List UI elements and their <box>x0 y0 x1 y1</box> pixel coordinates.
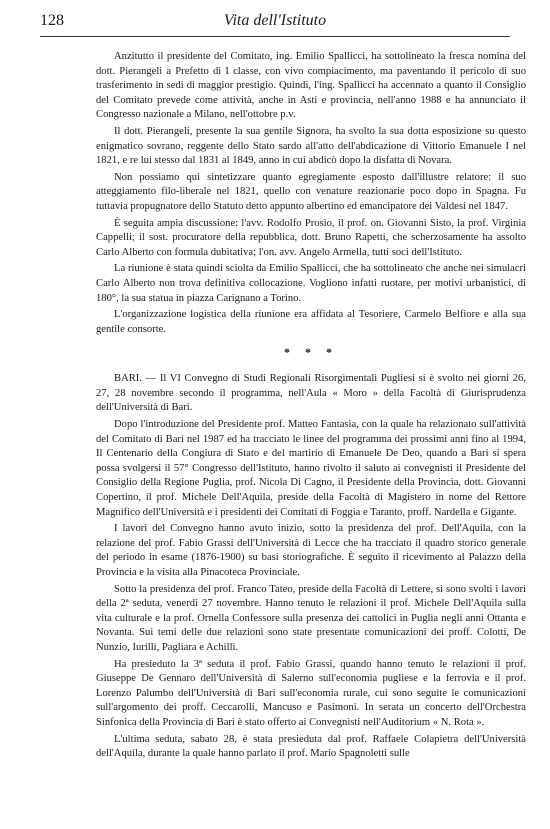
section-separator: * * * <box>284 345 338 360</box>
paragraph: Il dott. Pierangeli, presente la sua gentile Signora, ha svolto la sua dotta esposizione su questo enigmatico sovrano, reggente dello Stato sardo all'atto dell'abdicazione di Vittorio Emanuele I nel 1821, e re lui stesso dal 1831 al 1849, anno in cui abdicò dopo la disfatta di Novara. <box>96 125 526 167</box>
paragraph: I lavori del Convegno hanno avuto inizio, sotto la presidenza del prof. Dell'Aquila, con la relazione del prof. Fabio Grassi dell'Università di Lecce che ha tracciato il quadro storico generale del periodo in esame (1876-1900) su basi storiografiche. È seguito il ricevimento al Palazzo della Provincia e la visita alla Pinacoteca Provinciale. <box>96 523 526 578</box>
paragraph: Sotto la presidenza del prof. Franco Tateo, preside della Facoltà di Lettere, si sono svolti i lavori della 2ª seduta, venerdì 27 novembre. Hanno tenuto le relazioni il prof. Michele Dell'Aquila sulla vita culturale e la prof. Ornella Confessore sulla presenza dei cattolici in Puglia negli anni Ottanta e Novanta. Sui temi delle due relazioni sono state presentate comunicazioni dei proff. Colotti, De Nunzio, Iurilli, Pagliara e Achilli. <box>96 583 526 653</box>
paragraph: Anzitutto il presidente del Comitato, ing. Emilio Spallicci, ha sottolineato la fresca nomina del dott. Pierangeli a Prefetto di I classe, con vivo compiacimento, ma paventando il pericolo di suo trasferimento in sedi di maggior prestigio. Quindi, l'ing. Spallicci ha accennato a quanto il Consiglio del Comitato prevede come attività, anche in Asti e provincia, nell'anno 1988 e ha annunciato il Congresso nazionale a Milano, nell'ottobre p.v. <box>96 51 526 121</box>
header-rule <box>40 36 510 37</box>
page-number: 128 <box>40 12 64 29</box>
paragraph: Dopo l'introduzione del Presidente prof. Matteo Fantasia, con la quale ha relazionato sull'attività del Comitato di Bari nel 1987 ed ha tracciato le linee del programma dei prossimi anni fino al 1994, Il Centenario della Congiura di Stato e del martirio di Emanuele De Deo, quando a Bari si spera possa svolgersi il 57° Congresso dell'Istituto, hanno rivolto il saluto ai convegnisti il Presidente del Consiglio della Regione Puglia, prof. Nicola Di Cagno, il Presidente della Provincia, dott. Giovanni Copertino, il prof. Michele Dell'Aquila, preside della Facoltà di Magistero in nome del Rettore Magnifico dell'Università e i presidenti dei Comitati di Foggia e Taranto, proff. Nardella e Gigante. <box>96 419 526 518</box>
paragraph: È seguita ampia discussione: l'avv. Rodolfo Prosio, il prof. on. Giovanni Sisto, la prof. Virginia Cappelli; il sost. procuratore della repubblica, dott. Bruno Rapetti, che scherzosamente ha assolto Carlo Alberto con formula dubitativa; l'on. avv. Angelo Armella, tutti soci dell'Istituto. <box>96 217 526 258</box>
body-text <box>96 50 526 764</box>
paragraph: Non possiamo qui sintetizzare quanto egregiamente esposto dall'illustre relatore: il suo atteggiamento filo-liberale nel 1821, quello con venature reazionarie poco dopo in Spagna. Fu tuttavia propugnatore dello Statuto detto appunto albertino ed emancipatore dei Valdesi nel 1847. <box>96 171 526 212</box>
paragraph: L'organizzazione logistica della riunione era affidata al Tesoriere, Carmelo Belfiore e alla sua gentile consorte. <box>96 309 526 335</box>
page-header <box>40 12 510 36</box>
running-title: Vita dell'Istituto <box>223 12 327 29</box>
paragraph: Ha presieduto la 3ª seduta il prof. Fabio Grassi, quando hanno tenuto le relazioni il prof. Giuseppe De Gennaro dell'Università di Salerno sull'economia pugliese e la ferrovia e il prof. Lorenzo Palumbo dell'Università di Bari sull'economia rurale, cui sono seguite le comunicazioni sull'argomento dei proff. Ceccarolli, Mancuso e Pasimoni. In serata un concerto dell'Orchestra Sinfonica della Provincia di Bari è stato offerto ai Convegnisti nell'Auditorium « N. Rota ». <box>96 658 526 728</box>
paragraph: La riunione è stata quindi sciolta da Emilio Spallicci, che ha sottolineato che anche nei simulacri Carlo Alberto non trova definitiva collocazione. Vogliono infatti ruotare, per motivi urbanistici, di 180°, la sua statua in piazza Carignano a Torino. <box>96 263 526 304</box>
paragraph: BARI. — Il VI Convegno di Studi Regionali Risorgimentali Pugliesi si è svolto nei giorni 26, 27, 28 novembre secondo il programma, nell'Aula « Moro » della Facoltà di Giurisprudenza dell'Università di Bari. <box>96 373 526 414</box>
paragraph: L'ultima seduta, sabato 28, è stata presieduta dal prof. Raffaele Colapietra dell'Università dell'Aquila, durante la quale hanno parlato il prof. Mario Spagnoletti sulle <box>96 733 526 760</box>
